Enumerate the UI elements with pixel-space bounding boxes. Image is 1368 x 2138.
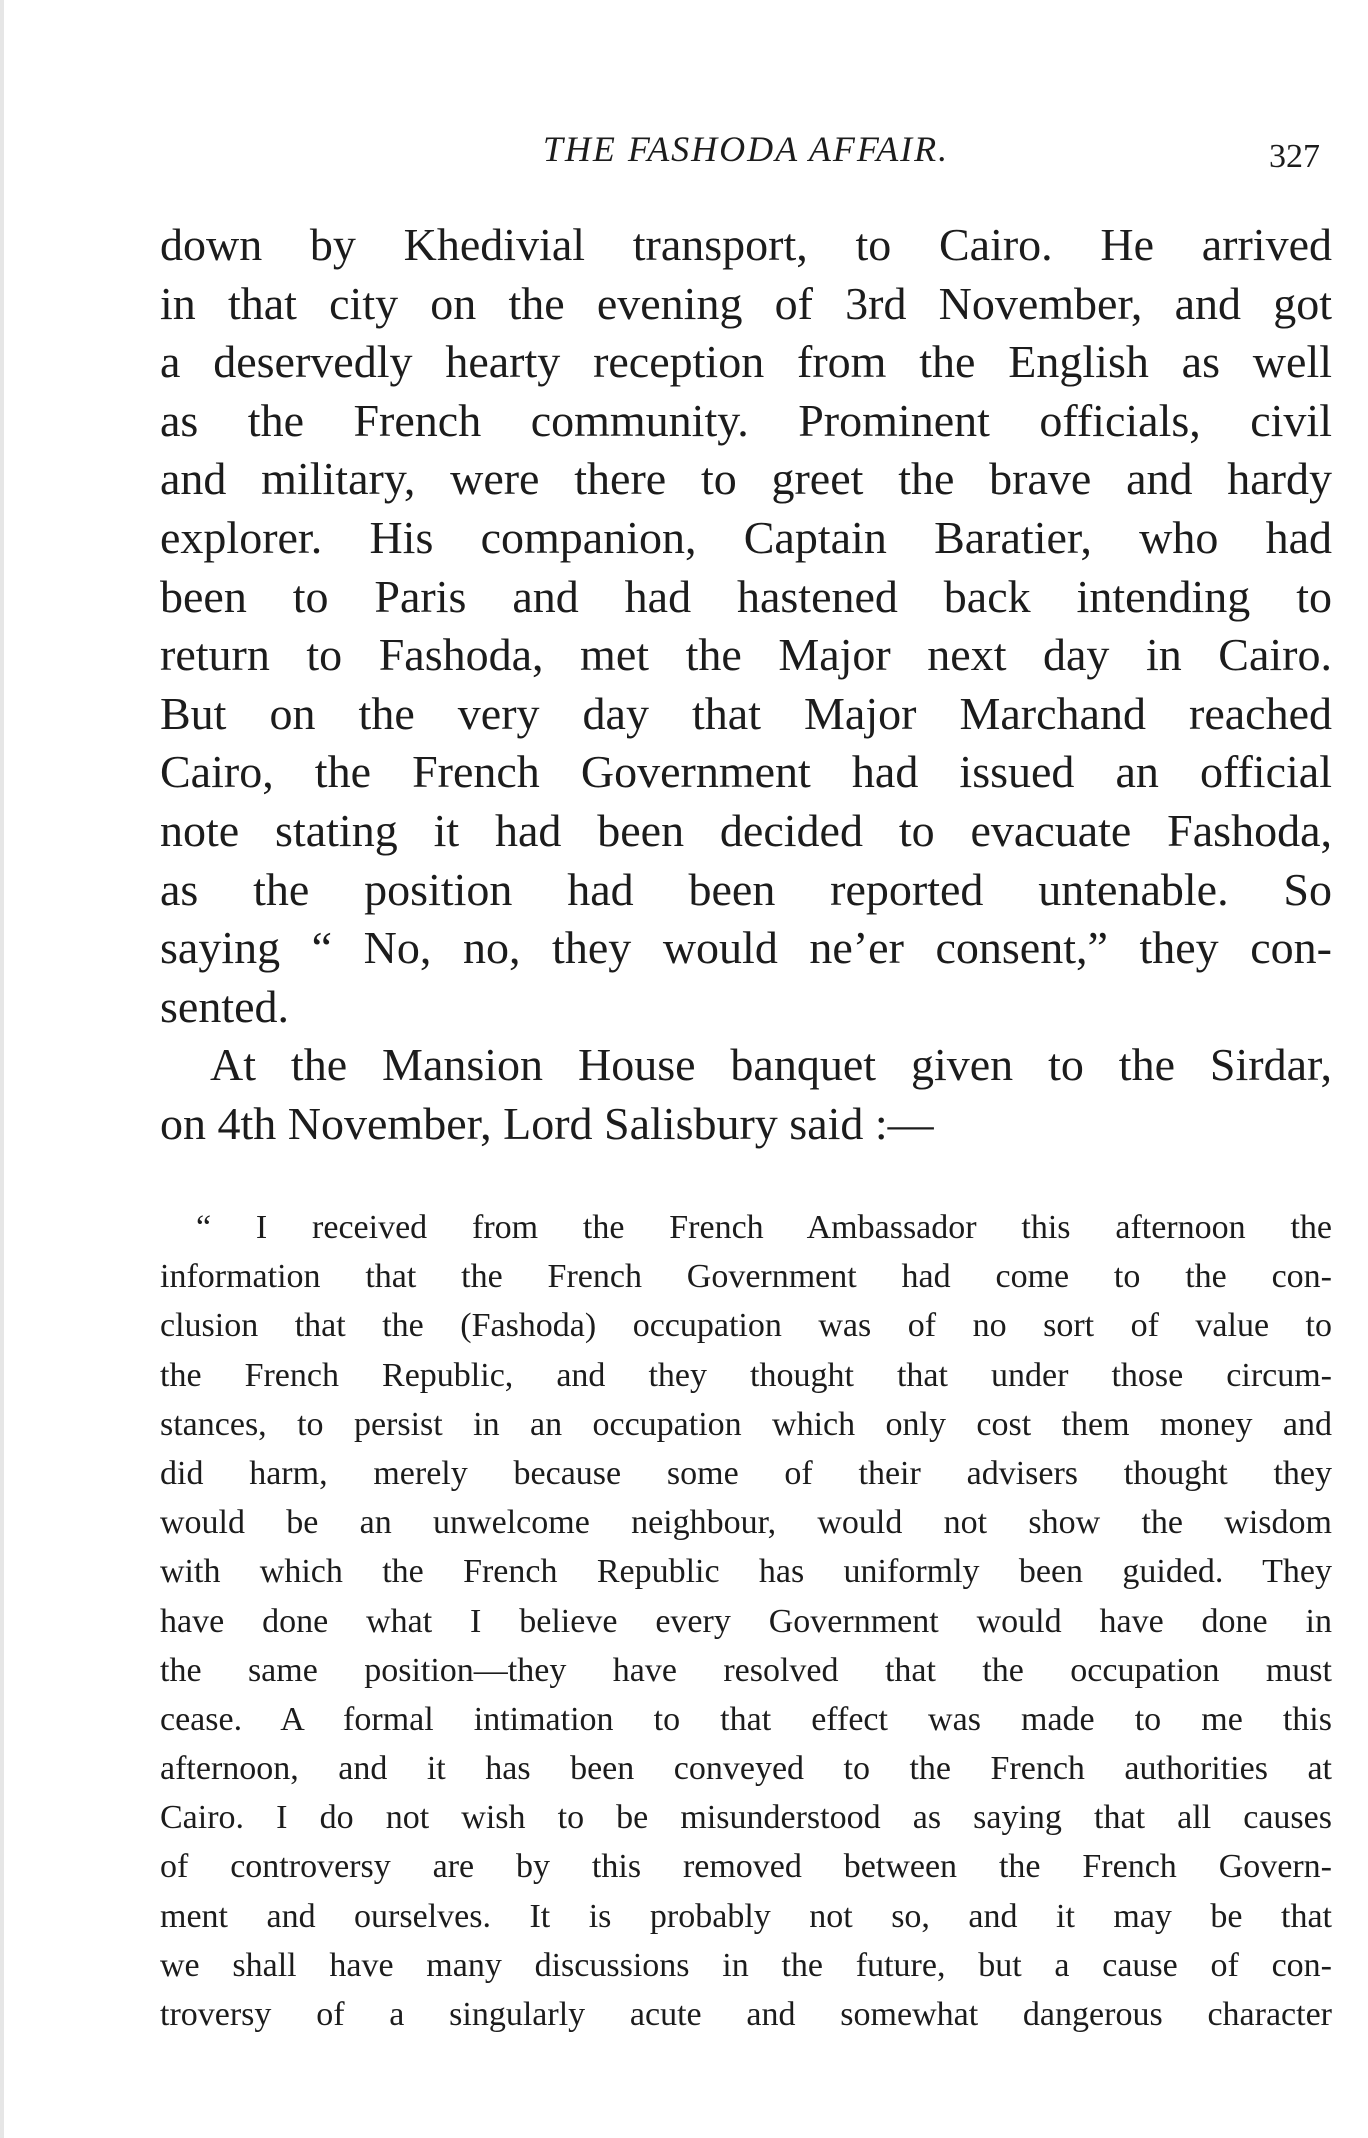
text-line: and military, were there to greet the brave and hardy <box>160 453 1332 505</box>
quote-line: did harm, merely because some of their advisers thought they <box>160 1454 1332 1492</box>
quote-line: clusion that the (Fashoda) occupation was of no sort of value to <box>160 1307 1332 1345</box>
quote-line: the same position—they have resolved that the occupation must <box>160 1651 1332 1689</box>
quote-line: of controversy are by this removed between the French Govern- <box>160 1848 1332 1886</box>
quote-line: information that the French Government had come to the con- <box>160 1258 1332 1296</box>
body-text <box>160 216 1332 1154</box>
text-line: in that city on the evening of 3rd November, and got <box>160 277 1332 329</box>
text-line: But on the very day that Major Marchand reached <box>160 687 1332 739</box>
quote-line: troversy of a singularly acute and somewhat dangerous character <box>160 1996 1332 2033</box>
text-line: sented. <box>160 980 290 1032</box>
paragraph-1 <box>160 216 1332 1036</box>
page-number: 327 <box>1269 138 1320 175</box>
quote-line: stances, to persist in an occupation which only cost them money and <box>160 1405 1332 1443</box>
text-line: a deservedly hearty reception from the English as well <box>160 336 1332 388</box>
text-line: on 4th November, Lord Salisbury said :— <box>160 1097 934 1149</box>
text-line: explorer. His companion, Captain Baratier, who had <box>160 511 1332 563</box>
text-line: At the Mansion House banquet given to the Sirdar, <box>210 1039 1332 1091</box>
text-line: Cairo, the French Government had issued an official <box>160 746 1332 798</box>
quote-line: we shall have many discussions in the future, but a cause of con- <box>160 1946 1332 1984</box>
text-line: as the French community. Prominent officials, civil <box>160 394 1332 446</box>
binding-edge <box>0 0 4 2138</box>
text-line: note stating it had been decided to evacuate Fashoda, <box>160 804 1332 856</box>
paragraph-2 <box>160 1036 1332 1153</box>
quote-line: with which the French Republic has uniformly been guided. They <box>160 1553 1332 1591</box>
quote-line: ment and ourselves. It is probably not so, and it may be that <box>160 1897 1332 1935</box>
quote-line: would be an unwelcome neighbour, would not show the wisdom <box>160 1504 1332 1542</box>
text-line: return to Fashoda, met the Major next day in Cairo. <box>160 629 1332 681</box>
text-line: been to Paris and had hastened back intending to <box>160 570 1332 622</box>
block-quotation <box>160 1203 1332 2039</box>
quote-line: afternoon, and it has been conveyed to the French authorities at <box>160 1750 1332 1788</box>
quote-line: Cairo. I do not wish to be misunderstood as saying that all causes <box>160 1799 1332 1837</box>
quote-line: have done what I believe every Government would have done in <box>160 1602 1332 1640</box>
quote-line: the French Republic, and they thought that under those circum- <box>160 1356 1332 1394</box>
text-line: as the position had been reported untenable. So <box>160 863 1332 915</box>
text-line: down by Khedivial transport, to Cairo. He arrived <box>160 219 1332 270</box>
quote-line: “ I received from the French Ambassador this afternoon the <box>196 1209 1332 1246</box>
text-line: saying “ No, no, they would ne’er consent,” they con- <box>160 922 1332 974</box>
running-head <box>160 126 1332 175</box>
running-title: THE FASHODA AFFAIR. <box>542 129 950 169</box>
quote-line: cease. A formal intimation to that effect was made to me this <box>160 1700 1332 1738</box>
